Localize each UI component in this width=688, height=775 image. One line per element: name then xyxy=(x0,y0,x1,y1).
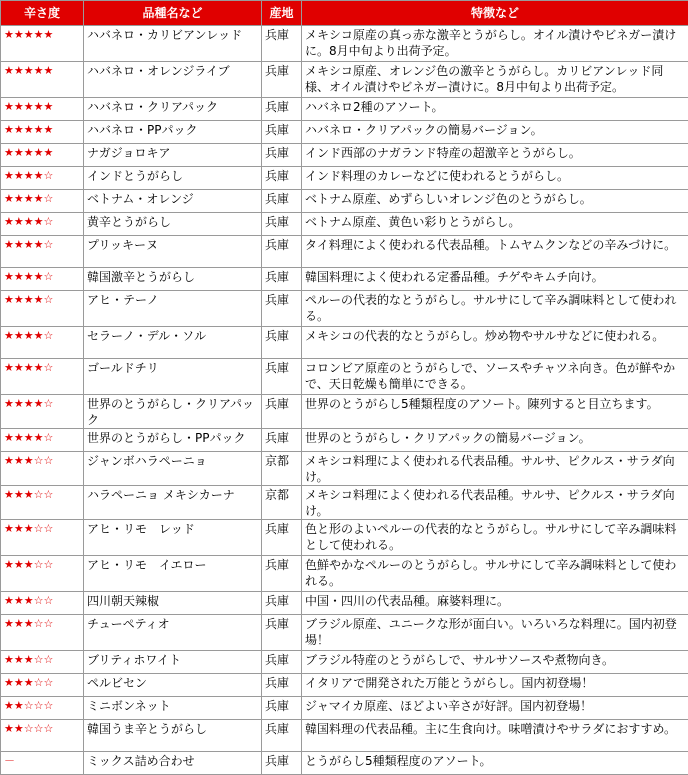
feature-description: メキシコ料理によく使われる代表品種。サルサ、ピクルス・サラダ向け。 xyxy=(302,452,688,486)
origin-cell: 兵庫 xyxy=(262,213,302,236)
product-name: チューペティオ xyxy=(84,615,262,651)
header-spiciness: 辛さ度 xyxy=(1,1,84,26)
table-body xyxy=(1,26,688,775)
product-name: インドとうがらし xyxy=(84,167,262,190)
origin-cell: 兵庫 xyxy=(262,327,302,359)
table-row xyxy=(1,98,688,121)
spiciness-rating: ★★★★☆ xyxy=(1,291,84,327)
feature-description: ベトナム原産、めずらしいオレンジ色のとうがらし。 xyxy=(302,190,688,213)
origin-cell: 京都 xyxy=(262,486,302,520)
feature-description: メキシコ原産、オレンジ色の激辛とうがらし。カリビアンレッド同様、オイル漬けやビネガー漬けに。8月中旬より出荷予定。 xyxy=(302,62,688,98)
spiciness-rating: ★★★★☆ xyxy=(1,359,84,395)
feature-description: インド西部のナガランド特産の超激辛とうがらし。 xyxy=(302,144,688,167)
product-name: 韓国うま辛とうがらし xyxy=(84,720,262,752)
feature-description: 韓国料理によく使われる定番品種。チゲやキムチ向け。 xyxy=(302,268,688,291)
origin-cell: 兵庫 xyxy=(262,395,302,429)
spiciness-rating: ★★★★★ xyxy=(1,98,84,121)
product-name: 韓国激辛とうがらし xyxy=(84,268,262,291)
product-name: ハバネロ・カリビアンレッド xyxy=(84,26,262,62)
product-name: ゴールドチリ xyxy=(84,359,262,395)
table-row xyxy=(1,236,688,268)
origin-cell: 兵庫 xyxy=(262,236,302,268)
table-row xyxy=(1,359,688,395)
product-name: ペルビセン xyxy=(84,674,262,697)
spiciness-rating: ★★★☆☆ xyxy=(1,520,84,556)
origin-cell: 兵庫 xyxy=(262,359,302,395)
header-origin: 産地 xyxy=(262,1,302,26)
header-features: 特徴など xyxy=(302,1,688,26)
product-name: アヒ・リモ イエロー xyxy=(84,556,262,592)
spiciness-rating: ★★★★☆ xyxy=(1,429,84,452)
origin-cell: 兵庫 xyxy=(262,674,302,697)
feature-description: メキシコ料理によく使われる代表品種。サルサ、ピクルス・サラダ向け。 xyxy=(302,486,688,520)
spiciness-rating: ★★★★★ xyxy=(1,26,84,62)
table-row xyxy=(1,651,688,674)
feature-description: 色と形のよいペルーの代表的なとうがらし。サルサにして辛み調味料として使われる。 xyxy=(302,520,688,556)
table-row xyxy=(1,395,688,429)
spiciness-rating: ★★☆☆☆ xyxy=(1,697,84,720)
origin-cell: 兵庫 xyxy=(262,291,302,327)
spiciness-rating: ★★★★★ xyxy=(1,144,84,167)
table-row xyxy=(1,26,688,62)
table-row xyxy=(1,268,688,291)
product-name: 世界のとうがらし・クリアパック xyxy=(84,395,262,429)
feature-description: 世界のとうがらし・クリアパックの簡易バージョン。 xyxy=(302,429,688,452)
spiciness-rating: ★★★★☆ xyxy=(1,327,84,359)
feature-description: ハバネロ・クリアパックの簡易バージョン。 xyxy=(302,121,688,144)
feature-description: メキシコ原産の真っ赤な激辛とうがらし。オイル漬けやビネガー漬けに。8月中旬より出荷予定。 xyxy=(302,26,688,62)
spiciness-rating: ★★★☆☆ xyxy=(1,452,84,486)
product-name: アヒ・リモ レッド xyxy=(84,520,262,556)
origin-cell: 兵庫 xyxy=(262,98,302,121)
feature-description: メキシコの代表的なとうがらし。炒め物やサルサなどに使われる。 xyxy=(302,327,688,359)
feature-description: ブラジル原産、ユニークな形が面白い。いろいろな料理に。国内初登場！ xyxy=(302,615,688,651)
table-row xyxy=(1,556,688,592)
product-name: セラーノ・デル・ソル xyxy=(84,327,262,359)
feature-description: 色鮮やかなペルーのとうがらし。サルサにして辛み調味料として使われる。 xyxy=(302,556,688,592)
product-name: 四川朝天辣椒 xyxy=(84,592,262,615)
table-row xyxy=(1,62,688,98)
spiciness-rating: ★★★☆☆ xyxy=(1,486,84,520)
table-row xyxy=(1,429,688,452)
feature-description: イタリアで開発された万能とうがらし。国内初登場！ xyxy=(302,674,688,697)
feature-description: ベトナム原産、黄色い彩りとうがらし。 xyxy=(302,213,688,236)
spiciness-rating: ★★★★☆ xyxy=(1,190,84,213)
origin-cell: 兵庫 xyxy=(262,26,302,62)
table-row xyxy=(1,720,688,752)
table-row xyxy=(1,674,688,697)
product-name: プリッキーヌ xyxy=(84,236,262,268)
product-name: ジャンボハラペーニョ xyxy=(84,452,262,486)
table-row xyxy=(1,291,688,327)
table-row xyxy=(1,592,688,615)
feature-description: 世界のとうがらし5種類程度のアソート。陳列すると目立ちます。 xyxy=(302,395,688,429)
product-name: ミックス詰め合わせ xyxy=(84,752,262,775)
product-name: 黄辛とうがらし xyxy=(84,213,262,236)
spiciness-rating: － xyxy=(1,752,84,775)
origin-cell: 兵庫 xyxy=(262,520,302,556)
table-row xyxy=(1,327,688,359)
feature-description: ペルーの代表的なとうがらし。サルサにして辛み調味料として使われる。 xyxy=(302,291,688,327)
origin-cell: 兵庫 xyxy=(262,268,302,291)
table-row xyxy=(1,752,688,775)
product-name: ブリティホワイト xyxy=(84,651,262,674)
table-row xyxy=(1,520,688,556)
product-name: ハラペーニョ メキシカーナ xyxy=(84,486,262,520)
header-product: 品種名など xyxy=(84,1,262,26)
origin-cell: 兵庫 xyxy=(262,144,302,167)
spiciness-rating: ★★★★☆ xyxy=(1,268,84,291)
feature-description: タイ料理によく使われる代表品種。トムヤムクンなどの辛みづけに。 xyxy=(302,236,688,268)
feature-description: 韓国料理の代表品種。主に生食向け。味噌漬けやサラダにおすすめ。 xyxy=(302,720,688,752)
spiciness-rating: ★★★☆☆ xyxy=(1,592,84,615)
product-name: 世界のとうがらし・PPパック xyxy=(84,429,262,452)
feature-description: ハバネロ2種のアソート。 xyxy=(302,98,688,121)
spiciness-rating: ★★★★☆ xyxy=(1,236,84,268)
spiciness-rating: ★★★★★ xyxy=(1,121,84,144)
table-row xyxy=(1,144,688,167)
table-row xyxy=(1,121,688,144)
origin-cell: 兵庫 xyxy=(262,62,302,98)
origin-cell: 兵庫 xyxy=(262,697,302,720)
spiciness-rating: ★★★☆☆ xyxy=(1,651,84,674)
table-row xyxy=(1,190,688,213)
spiciness-rating: ★★☆☆☆ xyxy=(1,720,84,752)
header-row xyxy=(1,1,688,26)
product-name: ナガジョロキア xyxy=(84,144,262,167)
feature-description: ブラジル特産のとうがらしで、サルサソースや煮物向き。 xyxy=(302,651,688,674)
origin-cell: 兵庫 xyxy=(262,556,302,592)
table-row xyxy=(1,167,688,190)
origin-cell: 兵庫 xyxy=(262,592,302,615)
spiciness-rating: ★★★☆☆ xyxy=(1,615,84,651)
origin-cell: 兵庫 xyxy=(262,752,302,775)
origin-cell: 兵庫 xyxy=(262,167,302,190)
origin-cell: 兵庫 xyxy=(262,615,302,651)
product-name: ハバネロ・PPパック xyxy=(84,121,262,144)
feature-description: ジャマイカ原産、ほどよい辛さが好評。国内初登場！ xyxy=(302,697,688,720)
table-row xyxy=(1,213,688,236)
product-name: ハバネロ・クリアパック xyxy=(84,98,262,121)
origin-cell: 兵庫 xyxy=(262,651,302,674)
table-row xyxy=(1,697,688,720)
feature-description: とうがらし5種類程度のアソート。 xyxy=(302,752,688,775)
product-name: アヒ・テーノ xyxy=(84,291,262,327)
origin-cell: 兵庫 xyxy=(262,429,302,452)
spiciness-rating: ★★★☆☆ xyxy=(1,674,84,697)
spiciness-rating: ★★★★☆ xyxy=(1,213,84,236)
spiciness-rating: ★★★☆☆ xyxy=(1,556,84,592)
product-name: ミニボンネット xyxy=(84,697,262,720)
origin-cell: 京都 xyxy=(262,452,302,486)
origin-cell: 兵庫 xyxy=(262,190,302,213)
origin-cell: 兵庫 xyxy=(262,720,302,752)
table-row xyxy=(1,615,688,651)
feature-description: コロンビア原産のとうがらしで、ソースやチャツネ向き。色が鮮やかで、天日乾燥も簡単にできる。 xyxy=(302,359,688,395)
product-name: ベトナム・オレンジ xyxy=(84,190,262,213)
table-row xyxy=(1,486,688,520)
table-row xyxy=(1,452,688,486)
feature-description: インド料理のカレーなどに使われるとうがらし。 xyxy=(302,167,688,190)
spiciness-rating: ★★★★☆ xyxy=(1,167,84,190)
feature-description: 中国・四川の代表品種。麻婆料理に。 xyxy=(302,592,688,615)
product-name: ハバネロ・オレンジライブ xyxy=(84,62,262,98)
spiciness-rating: ★★★★☆ xyxy=(1,395,84,429)
spiciness-rating: ★★★★★ xyxy=(1,62,84,98)
origin-cell: 兵庫 xyxy=(262,121,302,144)
